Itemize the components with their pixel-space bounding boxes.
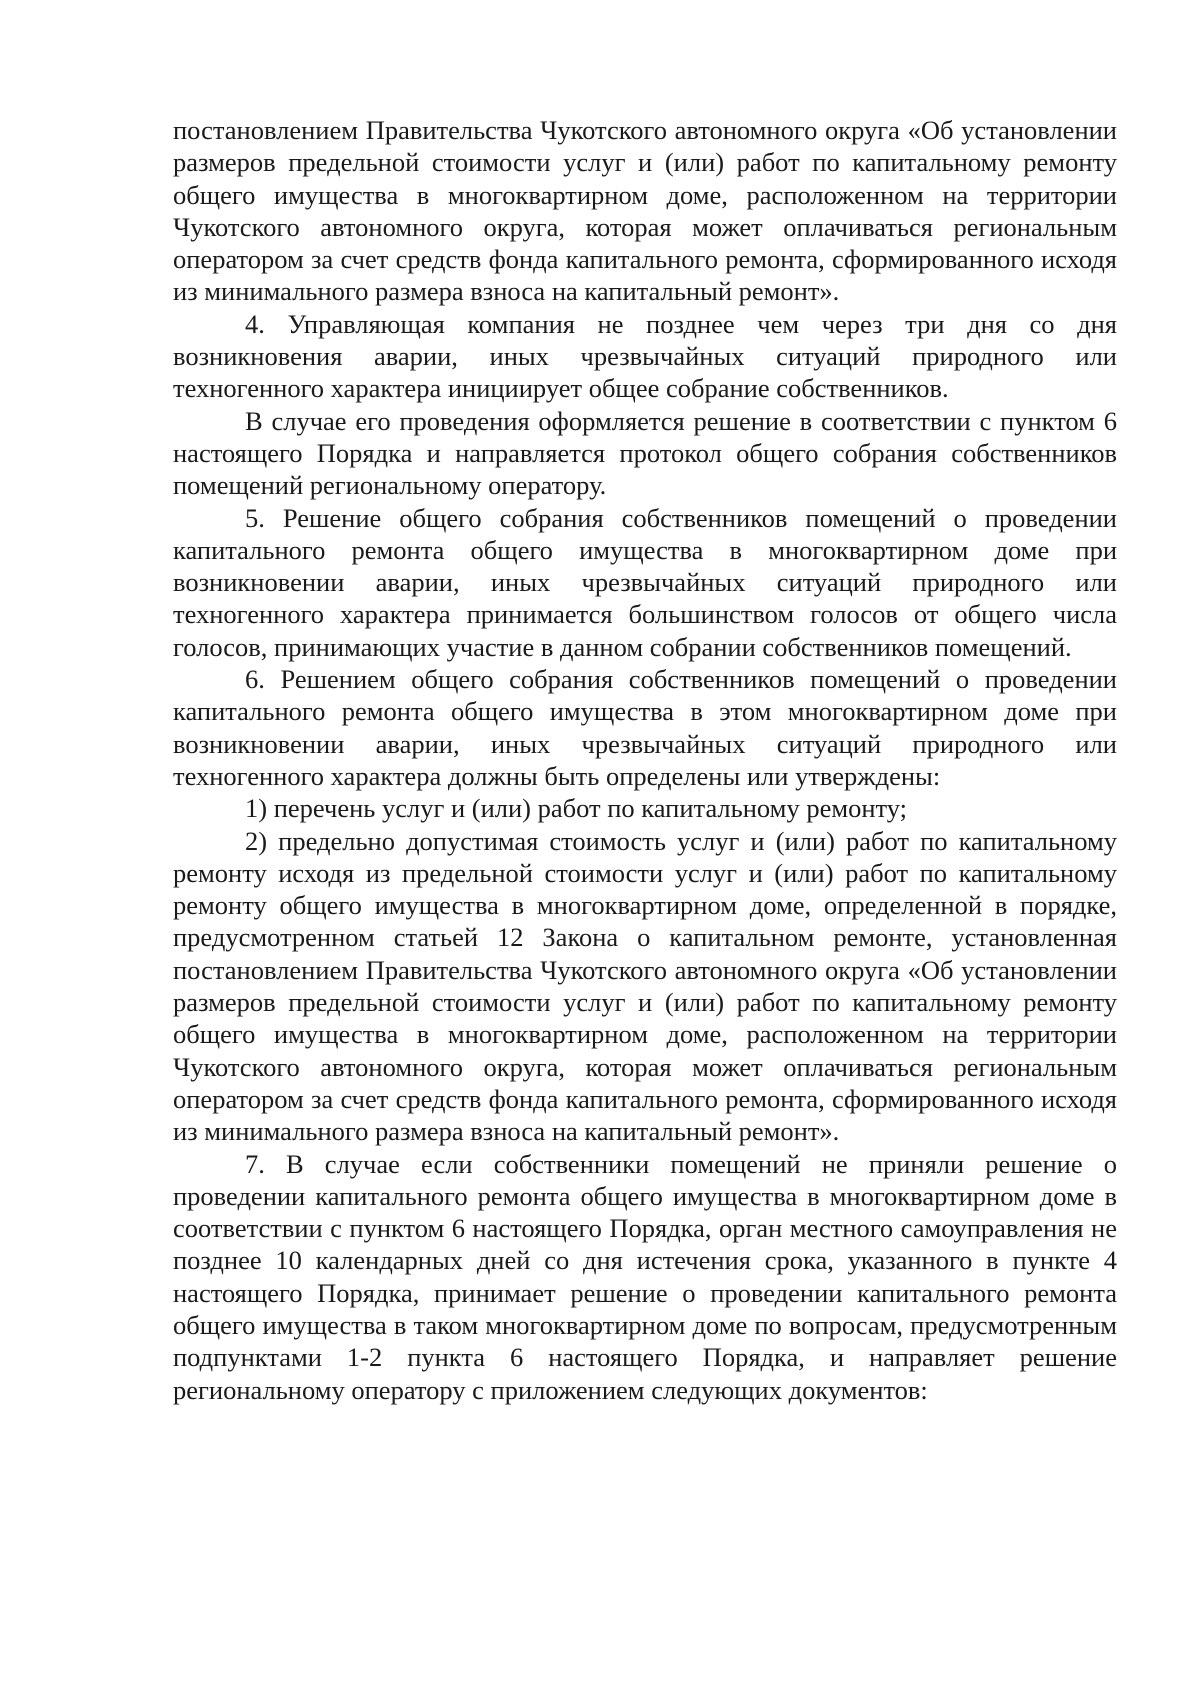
paragraph-item-4: 4. Управляющая компания не позднее чем через три дня со дня возникновения аварии, иных чрезвычайных ситуаций природного или техногенного характера инициирует общее собрание собственников.	[173, 308, 1117, 404]
paragraph-item-6-1: 1) перечень услуг и (или) работ по капитальному ремонту;	[245, 793, 908, 824]
paragraph-item-6: 6. Решением общего собрания собственников помещений о проведении капитального ремонта общего имущества в этом многоквартирном доме при возникновении аварии, иных чрезвычайных ситуаций природного или техногенного характера должны быть определены или утверждены:	[173, 664, 1117, 791]
paragraph-item-7: 7. В случае если собственники помещений не приняли решение о проведении капитального ремонта общего имущества в многоквартирном доме в соответствии с пунктом 6 настоящего Порядка, орган местного самоуправления не позднее 10 календарных дней со дня истечения срока, указанного в пункте 4 настоящего Порядка, принимает решение о проведении капитального ремонта общего имущества в таком многоквартирном доме по вопросам, предусмотренным подпунктами 1-2 пункта 6 настоящего Порядка, и направляет решение региональному оператору с приложением следующих документов:	[173, 1148, 1117, 1405]
paragraph-item-5: 5. Решение общего собрания собственников помещений о проведении капитального ремонта общего имущества в многоквартирном доме при возникновении аварии, иных чрезвычайных ситуаций природного или техногенного характера принимается большинством голосов от общего числа голосов, принимающих участие в данном собрании собственников помещений.	[173, 502, 1117, 662]
paragraph-item-4-case: В случае его проведения оформляется решение в соответствии с пунктом 6 настоящего Порядка и направляется протокол общего собрания собственников помещений региональному оператору.	[173, 405, 1117, 501]
paragraph-item-6-2: 2) предельно допустимая стоимость услуг и (или) работ по капитальному ремонту исходя из предельной стоимости услуг и (или) работ по капитальному ремонту общего имущества в многоквартирном доме, определенной в порядке, предусмотренном статьей 12 Закона о капитальном ремонте, установленная постановлением Правительства Чукотского автономного округа «Об установлении размеров предельной стоимости услуг и (или) работ по капитальному ремонту общего имущества в многоквартирном доме, расположенном на территории Чукотского автономного округа, которая может оплачиваться региональным оператором за счет средств фонда капитального ремонта, сформированного исходя из минимального размера взноса на капитальный ремонт».	[173, 825, 1117, 1147]
paragraph-continuation: постановлением Правительства Чукотского автономного округа «Об установлении размеров предельной стоимости услуг и (или) работ по капитальному ремонту общего имущества в многоквартирном доме, расположенном на территории Чукотского автономного округа, которая может оплачиваться региональным оператором за счет средств фонда капитального ремонта, сформированного исходя из минимального размера взноса на капитальный ремонт».	[173, 115, 1117, 307]
document-page	[173, 114, 1117, 1406]
